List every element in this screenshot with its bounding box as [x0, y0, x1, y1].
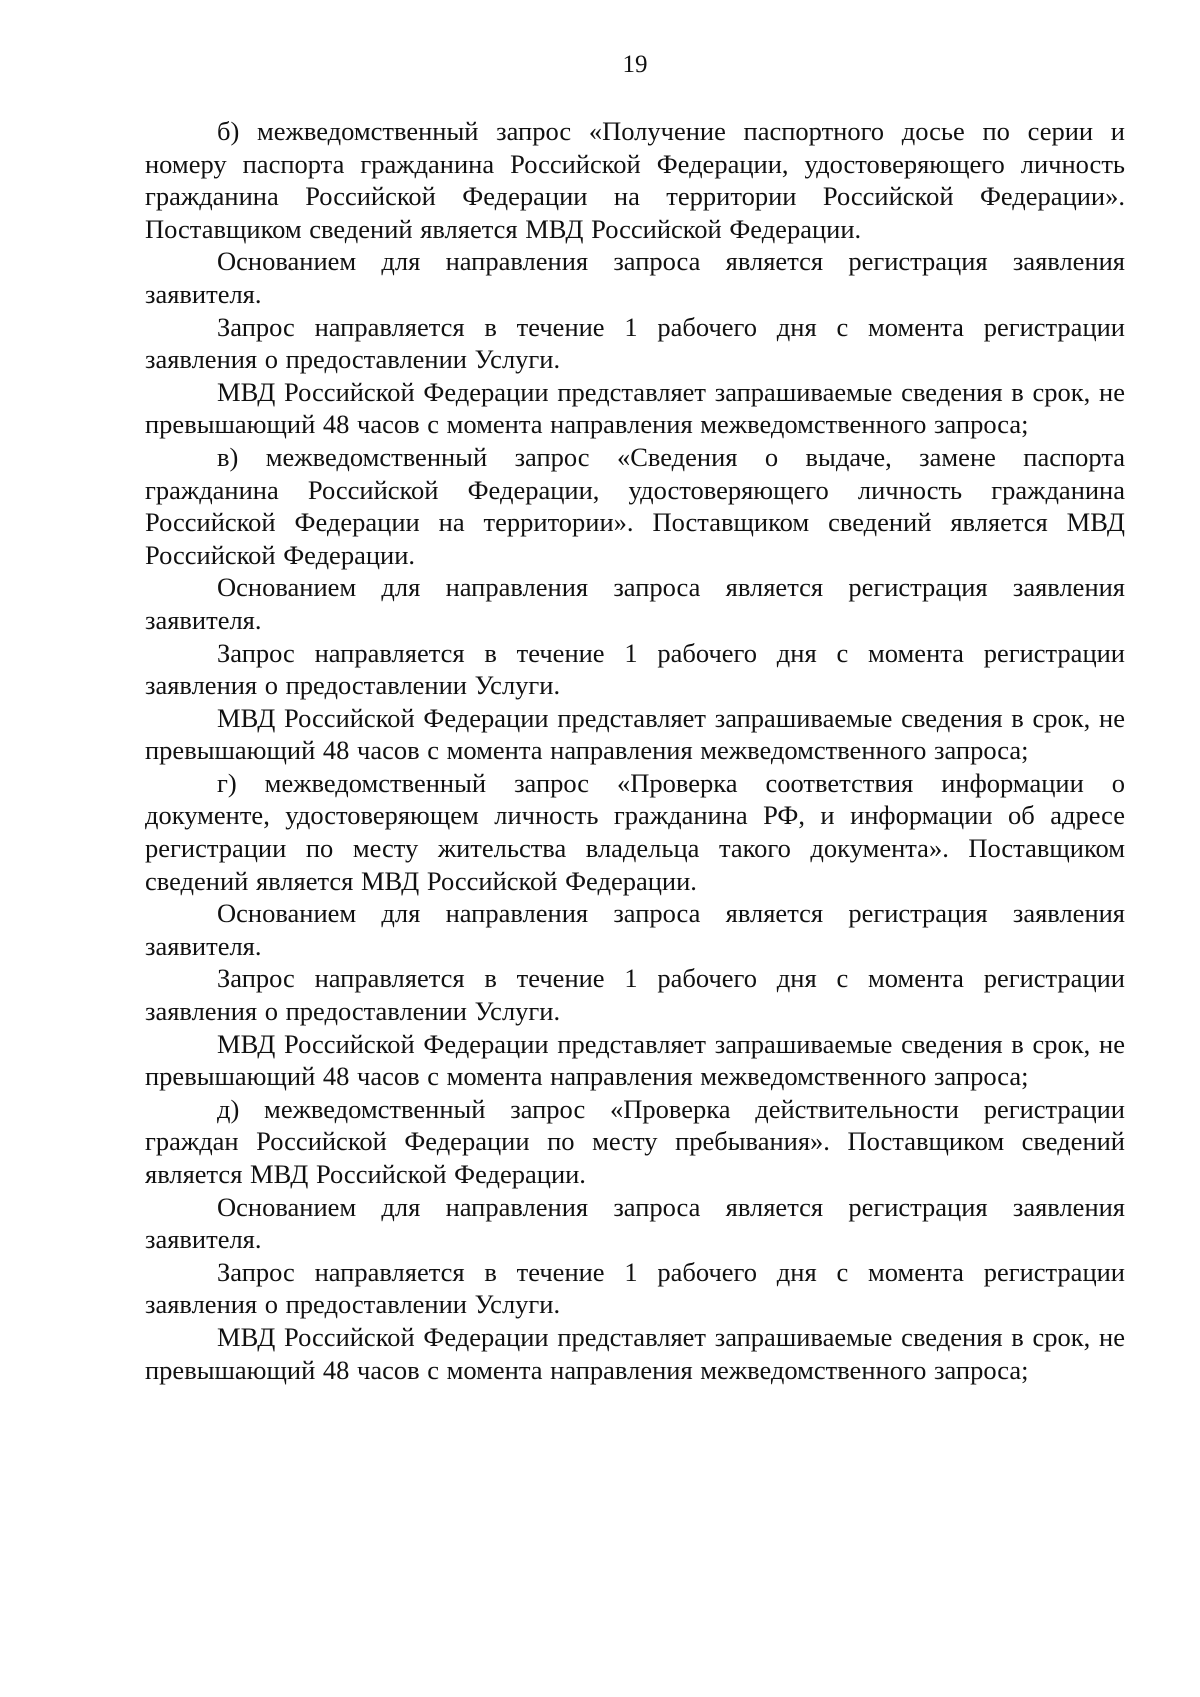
paragraph-v-response: МВД Российской Федерации представляет запрашиваемые сведения в срок, не превышающий 48 часов с момента направления межведомственного запроса; [145, 702, 1125, 766]
paragraph-d-request: д) межведомственный запрос «Проверка действительности регистрации граждан Российской Федерации по месту пребывания». Поставщиком сведений является МВД Российской Федерации. [145, 1093, 1125, 1189]
paragraph-g-basis: Основанием для направления запроса является регистрация заявления заявителя. [145, 898, 1125, 961]
document-body [145, 115, 1125, 1386]
paragraph-d-basis: Основанием для направления запроса является регистрация заявления заявителя. [145, 1191, 1125, 1255]
paragraph-d-response: МВД Российской Федерации представляет запрашиваемые сведения в срок, не превышающий 48 часов с момента направления межведомственного запроса; [145, 1321, 1125, 1385]
paragraph-b-timing: Запрос направляется в течение 1 рабочего дня с момента регистрации заявления о предоставлении Услуги. [145, 311, 1125, 375]
paragraph-g-request: г) межведомственный запрос «Проверка соответствия информации о документе, удостоверяющем личность гражданина РФ, и информации об адресе регистрации по месту жительства владельца такого документа». Поставщиком сведений является МВД Российской Федерации. [145, 767, 1125, 896]
paragraph-d-timing: Запрос направляется в течение 1 рабочего дня с момента регистрации заявления о предоставлении Услуги. [145, 1256, 1125, 1320]
paragraph-g-timing: Запрос направляется в течение 1 рабочего дня с момента регистрации заявления о предоставлении Услуги. [145, 963, 1125, 1027]
paragraph-v-basis: Основанием для направления запроса является регистрация заявления заявителя. [145, 572, 1125, 635]
paragraph-b-response: МВД Российской Федерации представляет запрашиваемые сведения в срок, не превышающий 48 часов с момента направления межведомственного запроса; [145, 376, 1125, 440]
paragraph-b-request: б) межведомственный запрос «Получение паспортного досье по серии и номеру паспорта гражданина Российской Федерации, удостоверяющего личность гражданина Российской Федерации на территории Российской Федерации». Поставщиком сведений является МВД Российской Федерации. [145, 116, 1125, 244]
paragraph-b-basis: Основанием для направления запроса является регистрация заявления заявителя. [145, 246, 1125, 309]
page-number: 19 [622, 51, 648, 78]
paragraph-v-timing: Запрос направляется в течение 1 рабочего дня с момента регистрации заявления о предоставлении Услуги. [145, 637, 1125, 701]
paragraph-g-response: МВД Российской Федерации представляет запрашиваемые сведения в срок, не превышающий 48 часов с момента направления межведомственного запроса; [145, 1028, 1125, 1092]
paragraph-v-request: в) межведомственный запрос «Сведения о выдаче, замене паспорта гражданина Российской Федерации, удостоверяющего личность гражданина Российской Федерации на территории». Поставщиком сведений является МВД Российской Федерации. [145, 441, 1125, 570]
